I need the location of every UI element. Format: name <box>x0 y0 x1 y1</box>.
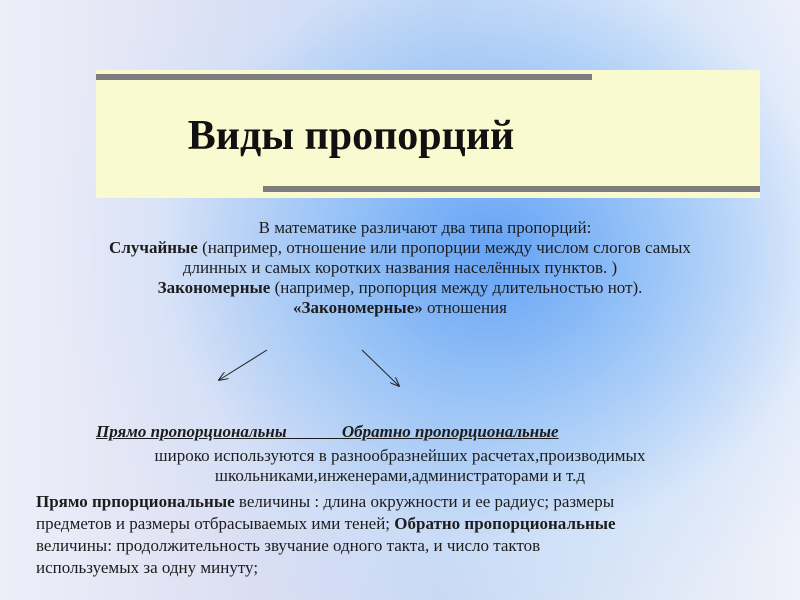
intro-text: В математике различают два типа пропорций: <box>258 218 592 237</box>
usage-line-1: широко используются в разнообразнейших расчетах,производимых <box>154 446 646 465</box>
arrow-left <box>219 350 267 380</box>
inverse-examples-text-2: используемых за одну минуту; <box>36 558 259 577</box>
examples-line-1 <box>36 491 776 513</box>
usage-line-2: школьниками,инженерами,администраторами и т.д <box>214 466 586 485</box>
inverse-examples-text: величины: продолжительность звучание одного такта, и число тактов <box>36 536 541 555</box>
regular-label: Закономерные <box>157 278 271 297</box>
direct-examples-text: величины : длина окружности и ее радиус; размеры <box>234 492 615 511</box>
inverse-examples-label: Обратно пропорциональные <box>394 514 616 533</box>
arrow-right <box>362 350 399 386</box>
examples-line-3 <box>36 535 776 557</box>
random-label: Случайные <box>109 238 198 257</box>
direct-examples-label: Прямо прпорциональные <box>36 492 235 511</box>
usage-paragraph <box>30 446 770 486</box>
regular-text: (например, пропорция между длительностью нот). <box>270 278 643 297</box>
regular-quote: «Закономерные» <box>293 298 423 317</box>
examples-line-2 <box>36 513 776 535</box>
direct-heading: Прямо пропорциональны <box>96 422 287 441</box>
inverse-heading: Обратно пропорциональные <box>341 422 559 441</box>
slide-title: Виды пропорций <box>187 113 515 159</box>
regular-relations-text: отношения <box>422 298 507 317</box>
direct-examples-text-2: предметов и размеры отбрасываемых ими теней; <box>36 514 391 533</box>
random-text: (например, отношение или пропорции между числом слогов самых <box>197 238 691 257</box>
examples-paragraph <box>36 491 776 579</box>
heading-spacer <box>287 422 342 441</box>
random-text-2: длинных и самых коротких названия населённых пунктов. ) <box>182 258 618 277</box>
examples-line-4 <box>36 557 776 579</box>
branch-headings <box>96 422 559 442</box>
